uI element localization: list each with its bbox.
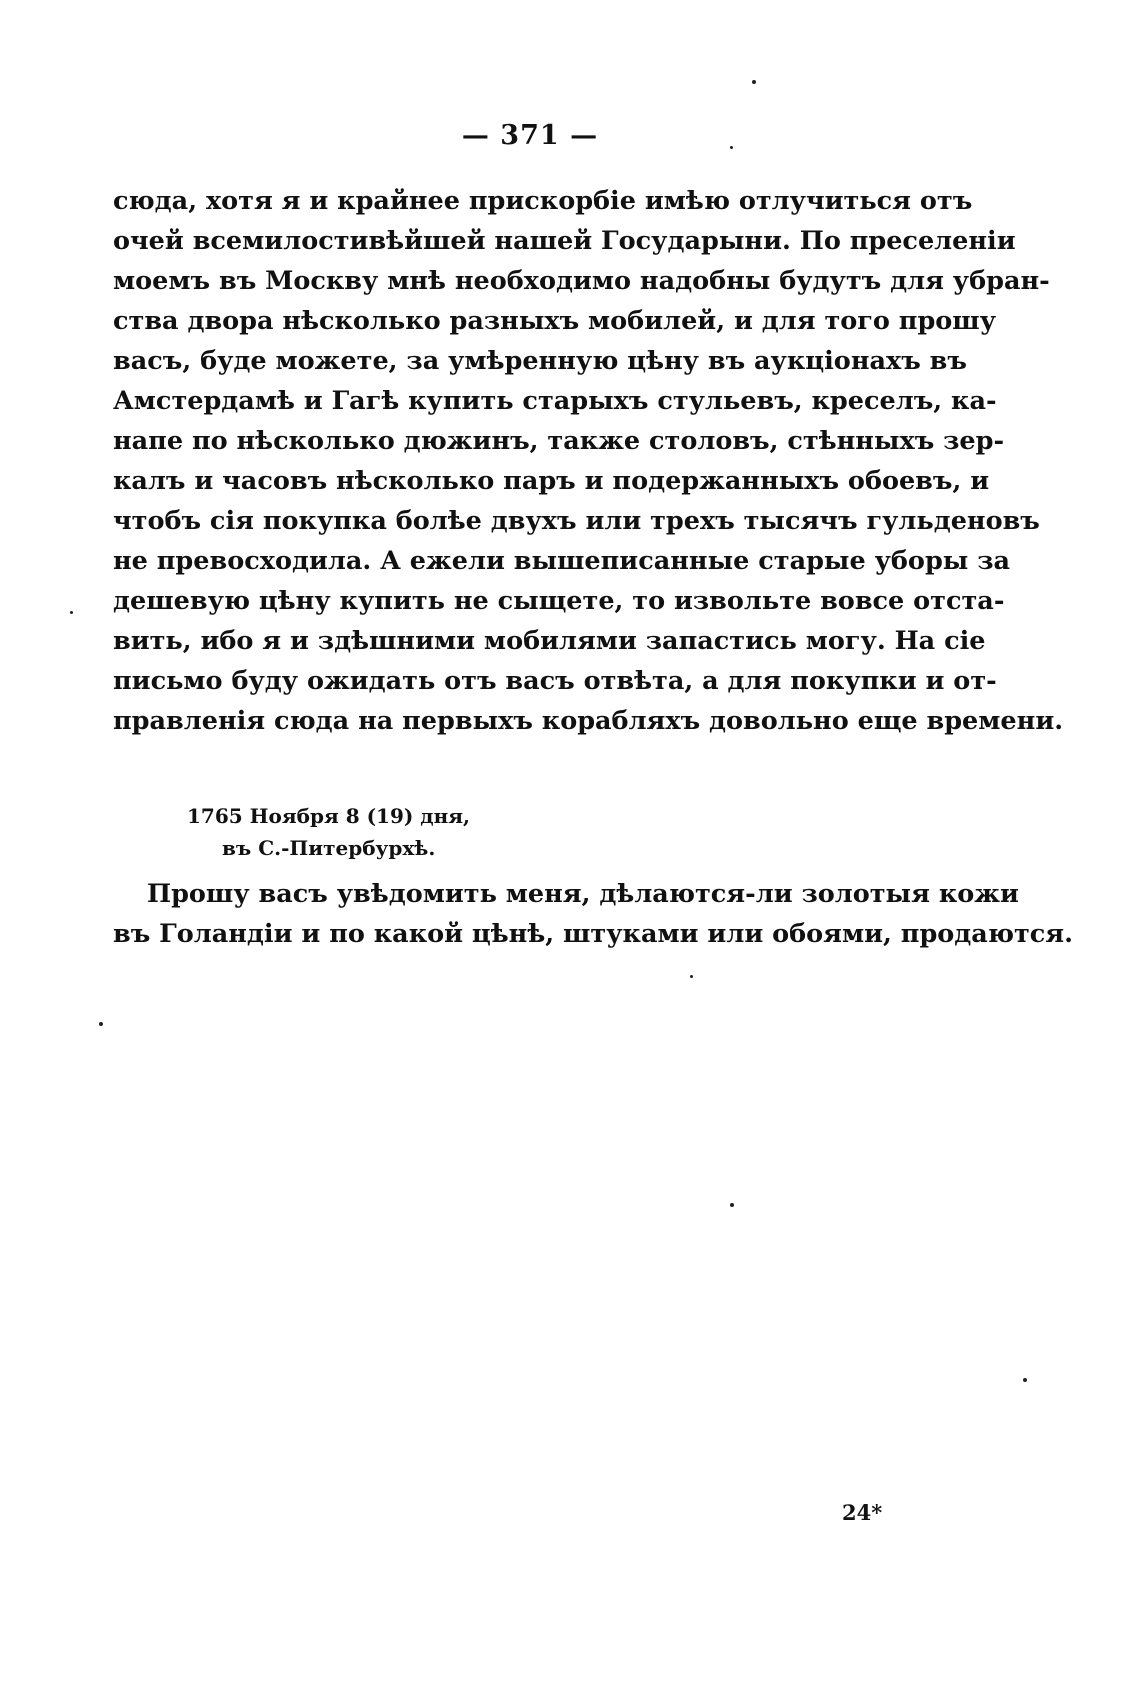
text-line: Амстердамѣ и Гагѣ купить старыхъ стульевъ, креселъ, ка- [113, 386, 997, 416]
text-line: сюда, хотя я и крайнее прискорбіе имѣю отлучиться отъ [113, 186, 973, 216]
text-line: вить, ибо я и здѣшними мобилями запастись могу. На сіе [113, 626, 986, 656]
signature-date: 1765 Ноября 8 (19) дня, [187, 804, 471, 828]
postscript-line: въ Голандіи и по какой цѣнѣ, штуками или обоями, продаются. [113, 919, 1074, 949]
signature-mark: 24* [842, 1500, 883, 1525]
page-number: — 371 — [461, 120, 599, 151]
date-signature [187, 800, 470, 864]
text-line: ства двора нѣсколько разныхъ мобилей, и для того прошу [113, 306, 997, 336]
postscript [113, 874, 1074, 954]
text-line: напе по нѣсколько дюжинъ, также столовъ, стѣнныхъ зер- [113, 426, 1005, 456]
text-line: васъ, буде можете, за умѣренную цѣну въ аукціонахъ въ [113, 346, 967, 376]
print-speck [690, 975, 693, 978]
text-line: моемъ въ Москву мнѣ необходимо надобны будутъ для убран- [113, 266, 1050, 296]
print-speck [730, 146, 733, 149]
text-line: калъ и часовъ нѣсколько паръ и подержанныхъ обоевъ, и [113, 466, 990, 496]
print-speck [1023, 1378, 1027, 1382]
text-line: письмо буду ожидать отъ васъ отвѣта, а для покупки и от- [113, 666, 997, 696]
text-line: не превосходила. А ежели вышеписанные старые уборы за [113, 546, 1011, 576]
print-speck [70, 611, 73, 614]
print-speck [730, 1203, 734, 1207]
text-line: чтобъ сія покупка болѣе двухъ или трехъ тысячъ гульденовъ [113, 506, 1040, 536]
print-speck [752, 80, 756, 84]
print-speck [99, 1022, 103, 1026]
letter-body [113, 181, 1064, 741]
signature-place: въ С.-Питербурхѣ. [222, 836, 436, 860]
postscript-line: Прошу васъ увѣдомить меня, дѣлаются-ли золотыя кожи [147, 879, 1019, 909]
text-line: дешевую цѣну купить не сыщете, то извольте вовсе отста- [113, 586, 1005, 616]
text-line: правленія сюда на первыхъ корабляхъ довольно еще времени. [113, 706, 1064, 736]
text-line: очей всемилостивѣйшей нашей Государыни. По преселеніи [113, 226, 1016, 256]
